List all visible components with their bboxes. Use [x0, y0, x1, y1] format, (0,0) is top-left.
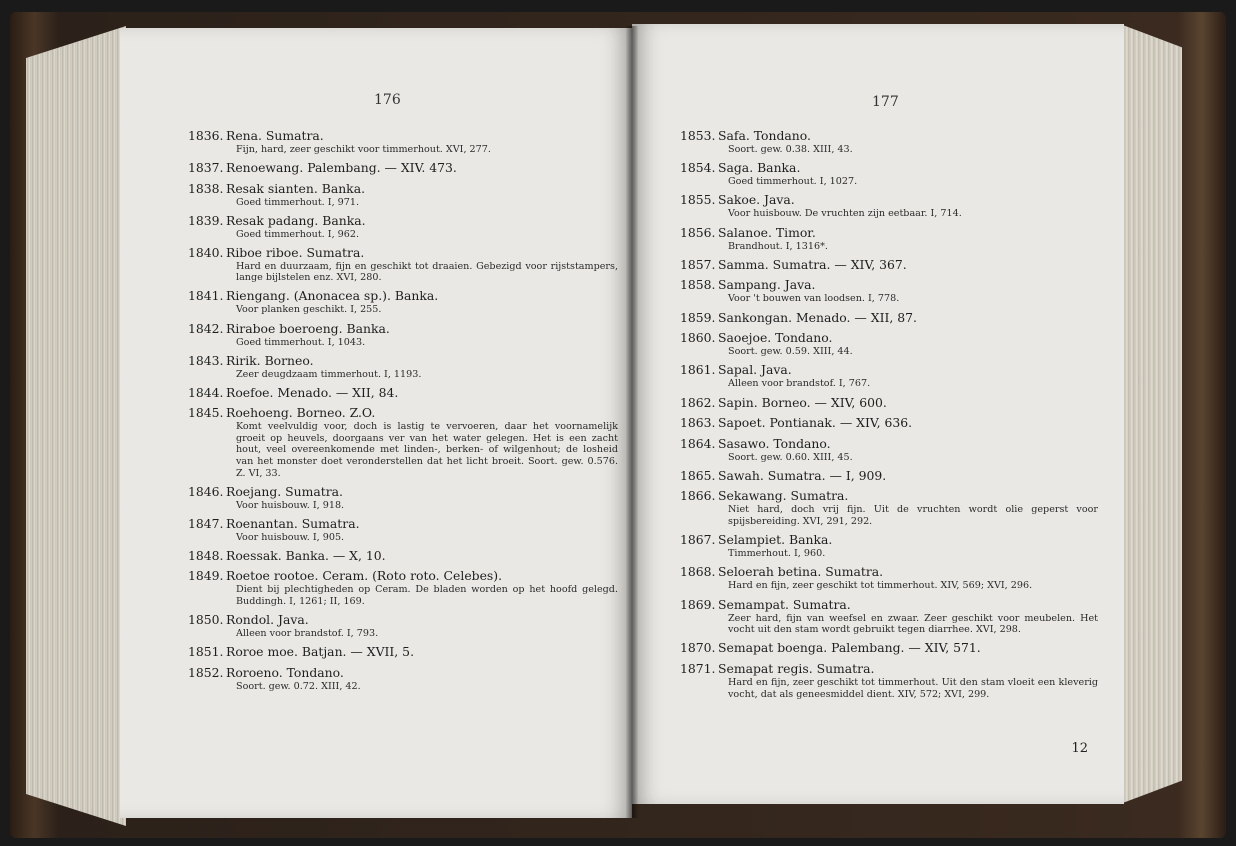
entry-description: Soort. gew. 0.38. XIII, 43. — [728, 144, 853, 155]
entry-title: Rondol. Java. — [226, 612, 309, 628]
entry-heading — [680, 468, 1098, 484]
entry-number: 1839. — [188, 212, 224, 228]
entry-heading — [188, 665, 618, 681]
entry-title: Resak sianten. Banka. — [226, 180, 366, 196]
entry-heading — [188, 644, 618, 660]
entry-number: 1860. — [680, 330, 716, 346]
entry — [680, 640, 1098, 656]
entry-heading — [680, 436, 1098, 452]
entry-heading — [188, 612, 618, 628]
entry — [680, 192, 1098, 220]
entry-title: Sapin. Borneo. — XIV, 600. — [718, 394, 887, 410]
entry-description: Alleen voor brandstof. I, 767. — [728, 378, 871, 390]
entry-title: Riraboe boeroeng. Banka. — [226, 320, 390, 336]
entry-list-left — [188, 128, 618, 697]
entry-description: Hard en fijn, zeer geschikt tot timmerhout. Uit den stam vloeit een kleverig vocht, dat als geneesmiddel dient. XIV, 572; XVI, 299. — [728, 677, 1098, 700]
entry-description: Timmerhout. I, 960. — [728, 548, 826, 560]
entry — [680, 277, 1098, 305]
page-edges-left — [26, 26, 126, 826]
entry-description: Voor huisbouw. I, 905. — [236, 531, 345, 543]
entry-title: Roefoe. Menado. — XII, 84. — [226, 384, 399, 400]
entry — [188, 516, 618, 544]
entry-description: Brandhout. I, 1316*. — [728, 240, 828, 252]
entry-number: 1866. — [680, 488, 716, 504]
entry-number: 1867. — [680, 532, 716, 548]
entry-number: 1857. — [680, 256, 716, 272]
entry-heading — [680, 597, 1098, 613]
entry — [680, 415, 1098, 431]
entry-heading — [188, 548, 618, 564]
entry-heading — [680, 395, 1098, 411]
entry-number: 1865. — [680, 467, 716, 483]
entry-title: Semapat regis. Sumatra. — [718, 661, 875, 676]
entry-description: Soort. gew. 0.72. XIII, 42. — [236, 680, 361, 692]
entry-heading — [188, 516, 618, 532]
entry-description: Soort. gew. 0.60. XIII, 45. — [728, 451, 853, 463]
entry — [188, 353, 618, 381]
entry-heading — [680, 362, 1098, 378]
entry-description: Goed timmerhout. I, 1043. — [236, 336, 366, 348]
entry-title: Sekawang. Sumatra. — [718, 488, 849, 504]
entry-number: 1838. — [188, 180, 224, 196]
entry — [188, 385, 618, 401]
entry-title: Rena. Sumatra. — [226, 128, 324, 143]
entry — [680, 468, 1098, 484]
entry — [680, 160, 1098, 188]
entry-description: Goed timmerhout. I, 1027. — [728, 176, 858, 188]
entry-title: Samma. Sumatra. — XIV, 367. — [718, 256, 907, 272]
entry-description: Komt veelvuldig voor, doch is lastig te vervoeren, daar het voornamelijk groeit op heuvels, doorgaans ver van het water gelegen. Het is een zacht hout, veel overeenkomende met linden-, berken- of wilgenhout; de losheid van het monster doet veronderstellen dat het licht broeit. Soort. gew. 0.576. Z. VI, 33. — [236, 421, 618, 479]
entry-number: 1854. — [680, 160, 716, 176]
entry-title: Renoewang. Palembang. — XIV. 473. — [226, 160, 457, 176]
page-edges-right — [1120, 24, 1182, 804]
entry-number: 1853. — [680, 128, 716, 143]
entry-number: 1859. — [680, 309, 716, 325]
entry-heading — [680, 330, 1098, 346]
entry — [680, 310, 1098, 326]
entry — [680, 564, 1098, 592]
entry — [188, 548, 618, 564]
entry — [188, 644, 618, 660]
entry-title: Roessak. Banka. — X, 10. — [226, 547, 386, 563]
entry — [188, 405, 618, 479]
entry-heading — [188, 321, 618, 337]
entry-title: Roejang. Sumatra. — [226, 483, 343, 499]
entry-list-right — [680, 128, 1098, 705]
entry-number: 1840. — [188, 244, 224, 260]
entry-number: 1836. — [188, 128, 224, 143]
entry-description: Fijn, hard, zeer geschikt voor timmerhout. XVI, 277. — [236, 144, 491, 155]
entry — [680, 362, 1098, 390]
entry — [188, 160, 618, 176]
entry-number: 1862. — [680, 394, 716, 410]
entry-description: Soort. gew. 0.59. XIII, 44. — [728, 346, 853, 358]
entry-title: Selampiet. Banka. — [718, 532, 833, 548]
entry-description: Niet hard, doch vrij fijn. Uit de vruchten wordt olie geperst voor spijsbereiding. XVI, 291, 292. — [728, 504, 1098, 528]
entry-heading — [188, 484, 618, 500]
entry-title: Riengang. (Anonacea sp.). Banka. — [226, 288, 439, 304]
entry — [188, 665, 618, 693]
entry-number: 1837. — [188, 160, 224, 176]
entry — [680, 436, 1098, 464]
entry-number: 1858. — [680, 277, 716, 293]
entry-title: Sawah. Sumatra. — I, 909. — [718, 467, 887, 483]
entry — [188, 213, 618, 241]
entry-number: 1868. — [680, 564, 716, 580]
entry-number: 1869. — [680, 596, 716, 612]
entry-heading — [680, 310, 1098, 326]
entry-heading — [680, 277, 1098, 293]
entry-title: Roehoeng. Borneo. Z.O. — [226, 405, 376, 421]
entry-number: 1846. — [188, 483, 224, 499]
entry-title: Saoejoe. Tondano. — [718, 330, 833, 346]
entry-description: Alleen voor brandstof. I, 793. — [236, 628, 379, 640]
entry-description: Zeer hard, fijn van weefsel en zwaar. Zeer geschikt voor meubelen. Het vocht uit den stam wordt gebruikt tegen diarrhee. XVI, 298. — [728, 612, 1098, 636]
entry-number: 1863. — [680, 415, 716, 431]
entry-title: Resak padang. Banka. — [226, 212, 366, 228]
entry-description: Goed timmerhout. I, 971. — [236, 196, 360, 208]
entry-number: 1849. — [188, 568, 224, 584]
entry-number: 1844. — [188, 384, 224, 400]
entry-heading — [188, 181, 618, 197]
entry — [188, 288, 618, 316]
entry-heading — [188, 405, 618, 421]
entry — [680, 257, 1098, 273]
page-number-left: 176 — [374, 92, 401, 108]
entry-title: Semapat boenga. Palembang. — XIV, 571. — [718, 640, 981, 656]
entry-description: Voor huisbouw. I, 918. — [236, 499, 345, 511]
entry-title: Seloerah betina. Sumatra. — [718, 564, 884, 580]
entry-number: 1870. — [680, 640, 716, 656]
entry — [188, 484, 618, 512]
entry-title: Roenantan. Sumatra. — [226, 515, 360, 531]
entry-number: 1841. — [188, 288, 224, 304]
entry — [680, 488, 1098, 527]
entry-title: Saga. Banka. — [718, 160, 801, 176]
entry-heading — [188, 353, 618, 369]
entry-number: 1843. — [188, 352, 224, 368]
entry — [188, 245, 618, 284]
entry-heading — [680, 225, 1098, 241]
entry-description: Goed timmerhout. I, 962. — [236, 228, 360, 240]
entry-description: Hard en duurzaam, fijn en geschikt tot draaien. Gebezigd voor rijststampers, lange bijlstelen enz. XVI, 280. — [236, 260, 618, 284]
entry — [188, 568, 618, 607]
entry — [188, 128, 618, 156]
entry-title: Sasawo. Tondano. — [718, 435, 831, 451]
entry — [680, 330, 1098, 358]
entry-title: Riboe riboe. Sumatra. — [226, 244, 365, 260]
entry-title: Roetoe rootoe. Ceram. (Roto roto. Celebes). — [226, 568, 503, 584]
entry-heading — [680, 415, 1098, 431]
entry — [680, 597, 1098, 636]
entry-title: Sakoe. Java. — [718, 192, 795, 208]
entry-title: Sampang. Java. — [718, 277, 816, 293]
entry-description: Hard en fijn, zeer geschikt tot timmerhout. XIV, 569; XVI, 296. — [728, 580, 1033, 592]
entry-title: Roroeno. Tondano. — [226, 664, 344, 680]
entry-title: Ririk. Borneo. — [226, 352, 314, 368]
entry-number: 1864. — [680, 435, 716, 451]
entry-title: Sapoet. Pontianak. — XIV, 636. — [718, 415, 913, 431]
entry-description: Dient bij plechtigheden op Ceram. De bladen worden op het hoofd gelegd. Buddingh. I, 1261; II, 169. — [236, 584, 618, 607]
entry — [188, 181, 618, 209]
entry-number: 1847. — [188, 515, 224, 531]
entry — [188, 612, 618, 640]
entry-heading — [188, 160, 618, 176]
entry-heading — [680, 640, 1098, 656]
entry-number: 1848. — [188, 547, 224, 563]
entry-number: 1861. — [680, 362, 716, 378]
entry-number: 1871. — [680, 661, 716, 676]
entry-number: 1855. — [680, 192, 716, 208]
entry-heading — [188, 128, 618, 144]
entry-number: 1845. — [188, 405, 224, 421]
entry-title: Semampat. Sumatra. — [718, 596, 851, 612]
entry-number: 1850. — [188, 612, 224, 628]
entry-title: Salanoe. Timor. — [718, 224, 816, 240]
entry-description: Voor planken geschikt. I, 255. — [236, 304, 382, 316]
entry-heading — [680, 532, 1098, 548]
right-page — [632, 24, 1124, 804]
left-page — [120, 28, 632, 818]
page-number-right: 177 — [872, 94, 899, 110]
entry-heading — [680, 257, 1098, 273]
entry-heading — [188, 213, 618, 229]
entry-heading — [680, 488, 1098, 504]
entry — [680, 128, 1098, 156]
entry-heading — [680, 192, 1098, 208]
entry-title: Roroe moe. Batjan. — XVII, 5. — [226, 644, 415, 660]
entry-heading — [188, 245, 618, 261]
entry-description: Voor huisbouw. De vruchten zijn eetbaar. I, 714. — [728, 208, 962, 220]
book-gutter — [626, 26, 638, 818]
entry-heading — [188, 568, 618, 584]
entry — [680, 532, 1098, 560]
entry — [680, 225, 1098, 253]
entry-title: Sapal. Java. — [718, 362, 792, 378]
entry-number: 1852. — [188, 664, 224, 680]
entry — [680, 661, 1098, 700]
entry-heading — [680, 160, 1098, 176]
entry-description: Voor 't bouwen van loodsen. I, 778. — [728, 293, 900, 305]
entry-number: 1856. — [680, 224, 716, 240]
entry-heading — [680, 564, 1098, 580]
entry-title: Safa. Tondano. — [718, 128, 811, 143]
entry-heading — [680, 661, 1098, 677]
entry-title: Sankongan. Menado. — XII, 87. — [718, 309, 917, 325]
entry-heading — [188, 288, 618, 304]
signature-mark: 12 — [1071, 741, 1088, 756]
entry-heading — [680, 128, 1098, 144]
entry — [188, 321, 618, 349]
entry-number: 1851. — [188, 644, 224, 660]
entry-description: Zeer deugdzaam timmerhout. I, 1193. — [236, 368, 422, 380]
entry-number: 1842. — [188, 320, 224, 336]
entry — [680, 395, 1098, 411]
entry-heading — [188, 385, 618, 401]
